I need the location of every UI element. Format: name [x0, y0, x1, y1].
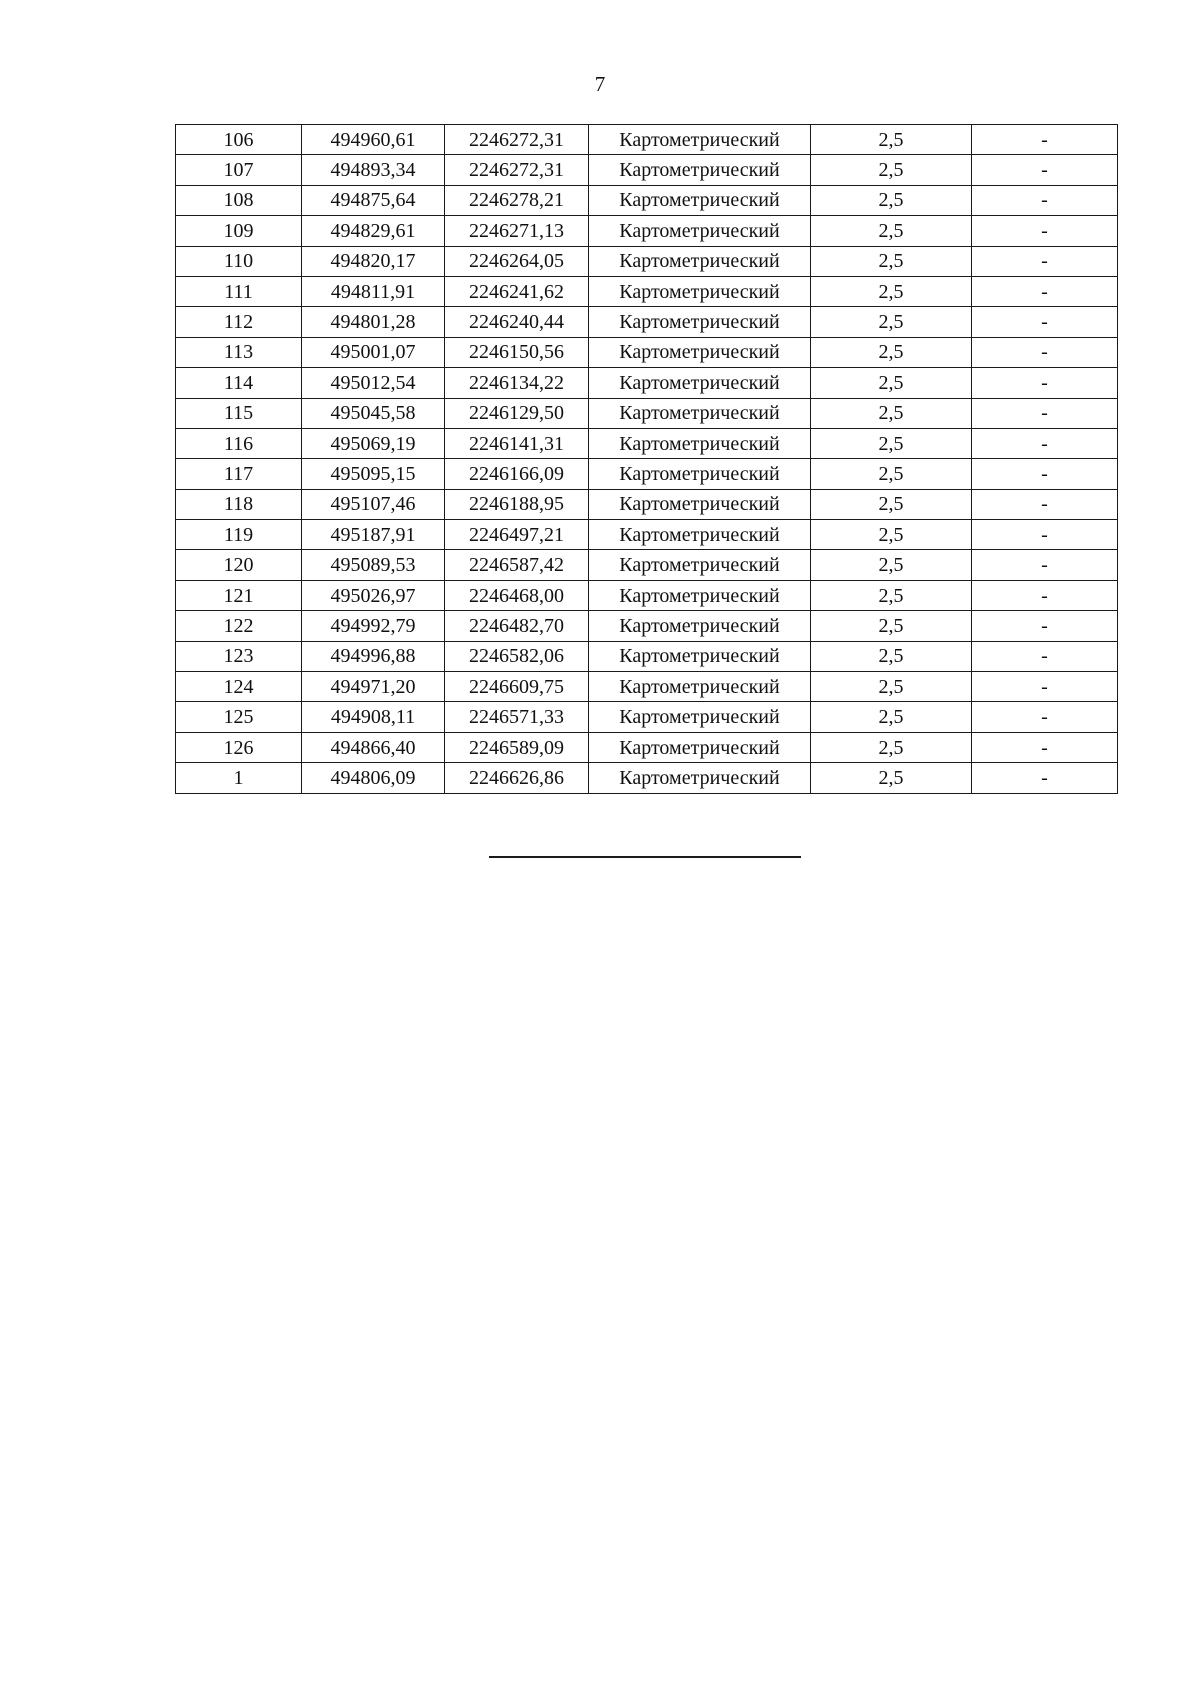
accuracy-cell: 2,5	[811, 611, 972, 641]
method-cell: Картометрический	[589, 307, 811, 337]
x-coordinate-cell: 494806,09	[302, 763, 445, 793]
point-number-cell: 107	[176, 155, 302, 185]
accuracy-cell: 2,5	[811, 307, 972, 337]
table-row	[176, 428, 1118, 458]
method-cell: Картометрический	[589, 702, 811, 732]
table-row	[176, 550, 1118, 580]
accuracy-cell: 2,5	[811, 641, 972, 671]
description-cell: -	[972, 580, 1118, 610]
x-coordinate-cell: 495095,15	[302, 459, 445, 489]
y-coordinate-cell: 2246271,13	[445, 216, 589, 246]
point-number-cell: 108	[176, 185, 302, 215]
accuracy-cell: 2,5	[811, 459, 972, 489]
point-number-cell: 109	[176, 216, 302, 246]
y-coordinate-cell: 2246272,31	[445, 125, 589, 155]
description-cell: -	[972, 428, 1118, 458]
table-row	[176, 459, 1118, 489]
point-number-cell: 115	[176, 398, 302, 428]
description-cell: -	[972, 520, 1118, 550]
accuracy-cell: 2,5	[811, 489, 972, 519]
coordinates-table	[175, 124, 1118, 794]
x-coordinate-cell: 494971,20	[302, 672, 445, 702]
accuracy-cell: 2,5	[811, 672, 972, 702]
end-of-document-line	[489, 856, 801, 858]
accuracy-cell: 2,5	[811, 185, 972, 215]
accuracy-cell: 2,5	[811, 368, 972, 398]
table-row	[176, 368, 1118, 398]
table-row	[176, 216, 1118, 246]
point-number-cell: 124	[176, 672, 302, 702]
x-coordinate-cell: 494820,17	[302, 246, 445, 276]
x-coordinate-cell: 494829,61	[302, 216, 445, 246]
method-cell: Картометрический	[589, 580, 811, 610]
x-coordinate-cell: 495045,58	[302, 398, 445, 428]
y-coordinate-cell: 2246497,21	[445, 520, 589, 550]
x-coordinate-cell: 494875,64	[302, 185, 445, 215]
y-coordinate-cell: 2246582,06	[445, 641, 589, 671]
method-cell: Картометрический	[589, 337, 811, 367]
accuracy-cell: 2,5	[811, 520, 972, 550]
method-cell: Картометрический	[589, 611, 811, 641]
description-cell: -	[972, 459, 1118, 489]
accuracy-cell: 2,5	[811, 580, 972, 610]
table-row	[176, 672, 1118, 702]
table-row	[176, 520, 1118, 550]
point-number-cell: 114	[176, 368, 302, 398]
table-row	[176, 185, 1118, 215]
y-coordinate-cell: 2246272,31	[445, 155, 589, 185]
point-number-cell: 112	[176, 307, 302, 337]
point-number-cell: 126	[176, 732, 302, 762]
point-number-cell: 117	[176, 459, 302, 489]
method-cell: Картометрический	[589, 155, 811, 185]
x-coordinate-cell: 495107,46	[302, 489, 445, 519]
table-row	[176, 580, 1118, 610]
description-cell: -	[972, 641, 1118, 671]
accuracy-cell: 2,5	[811, 155, 972, 185]
x-coordinate-cell: 495089,53	[302, 550, 445, 580]
accuracy-cell: 2,5	[811, 276, 972, 306]
point-number-cell: 113	[176, 337, 302, 367]
point-number-cell: 116	[176, 428, 302, 458]
description-cell: -	[972, 763, 1118, 793]
x-coordinate-cell: 495187,91	[302, 520, 445, 550]
point-number-cell: 106	[176, 125, 302, 155]
y-coordinate-cell: 2246150,56	[445, 337, 589, 367]
table-row	[176, 732, 1118, 762]
y-coordinate-cell: 2246468,00	[445, 580, 589, 610]
method-cell: Картометрический	[589, 641, 811, 671]
y-coordinate-cell: 2246278,21	[445, 185, 589, 215]
description-cell: -	[972, 216, 1118, 246]
method-cell: Картометрический	[589, 428, 811, 458]
x-coordinate-cell: 495069,19	[302, 428, 445, 458]
method-cell: Картометрический	[589, 550, 811, 580]
y-coordinate-cell: 2246626,86	[445, 763, 589, 793]
x-coordinate-cell: 495026,97	[302, 580, 445, 610]
method-cell: Картометрический	[589, 489, 811, 519]
x-coordinate-cell: 494992,79	[302, 611, 445, 641]
description-cell: -	[972, 732, 1118, 762]
point-number-cell: 119	[176, 520, 302, 550]
y-coordinate-cell: 2246264,05	[445, 246, 589, 276]
point-number-cell: 111	[176, 276, 302, 306]
y-coordinate-cell: 2246589,09	[445, 732, 589, 762]
accuracy-cell: 2,5	[811, 125, 972, 155]
method-cell: Картометрический	[589, 246, 811, 276]
method-cell: Картометрический	[589, 216, 811, 246]
x-coordinate-cell: 495012,54	[302, 368, 445, 398]
description-cell: -	[972, 276, 1118, 306]
table-row	[176, 641, 1118, 671]
y-coordinate-cell: 2246188,95	[445, 489, 589, 519]
x-coordinate-cell: 494801,28	[302, 307, 445, 337]
table-row	[176, 702, 1118, 732]
description-cell: -	[972, 155, 1118, 185]
point-number-cell: 122	[176, 611, 302, 641]
y-coordinate-cell: 2246587,42	[445, 550, 589, 580]
point-number-cell: 118	[176, 489, 302, 519]
accuracy-cell: 2,5	[811, 398, 972, 428]
y-coordinate-cell: 2246141,31	[445, 428, 589, 458]
coordinates-table-body	[176, 125, 1118, 794]
description-cell: -	[972, 307, 1118, 337]
point-number-cell: 110	[176, 246, 302, 276]
method-cell: Картометрический	[589, 732, 811, 762]
table-row	[176, 125, 1118, 155]
y-coordinate-cell: 2246241,62	[445, 276, 589, 306]
x-coordinate-cell: 494908,11	[302, 702, 445, 732]
method-cell: Картометрический	[589, 368, 811, 398]
x-coordinate-cell: 494893,34	[302, 155, 445, 185]
method-cell: Картометрический	[589, 520, 811, 550]
point-number-cell: 121	[176, 580, 302, 610]
y-coordinate-cell: 2246134,22	[445, 368, 589, 398]
y-coordinate-cell: 2246609,75	[445, 672, 589, 702]
accuracy-cell: 2,5	[811, 550, 972, 580]
point-number-cell: 123	[176, 641, 302, 671]
method-cell: Картометрический	[589, 276, 811, 306]
accuracy-cell: 2,5	[811, 428, 972, 458]
description-cell: -	[972, 368, 1118, 398]
method-cell: Картометрический	[589, 398, 811, 428]
y-coordinate-cell: 2246482,70	[445, 611, 589, 641]
x-coordinate-cell: 494866,40	[302, 732, 445, 762]
point-number-cell: 120	[176, 550, 302, 580]
description-cell: -	[972, 185, 1118, 215]
method-cell: Картометрический	[589, 459, 811, 489]
method-cell: Картометрический	[589, 672, 811, 702]
y-coordinate-cell: 2246166,09	[445, 459, 589, 489]
description-cell: -	[972, 125, 1118, 155]
y-coordinate-cell: 2246240,44	[445, 307, 589, 337]
x-coordinate-cell: 494996,88	[302, 641, 445, 671]
accuracy-cell: 2,5	[811, 246, 972, 276]
description-cell: -	[972, 672, 1118, 702]
x-coordinate-cell: 494811,91	[302, 276, 445, 306]
description-cell: -	[972, 550, 1118, 580]
table-row	[176, 763, 1118, 793]
table-row	[176, 276, 1118, 306]
description-cell: -	[972, 246, 1118, 276]
table-row	[176, 398, 1118, 428]
table-row	[176, 337, 1118, 367]
table-row	[176, 246, 1118, 276]
description-cell: -	[972, 702, 1118, 732]
method-cell: Картометрический	[589, 125, 811, 155]
accuracy-cell: 2,5	[811, 763, 972, 793]
table-row	[176, 611, 1118, 641]
accuracy-cell: 2,5	[811, 702, 972, 732]
page-number: 7	[594, 72, 606, 96]
description-cell: -	[972, 337, 1118, 367]
point-number-cell: 125	[176, 702, 302, 732]
y-coordinate-cell: 2246571,33	[445, 702, 589, 732]
x-coordinate-cell: 495001,07	[302, 337, 445, 367]
y-coordinate-cell: 2246129,50	[445, 398, 589, 428]
description-cell: -	[972, 398, 1118, 428]
description-cell: -	[972, 489, 1118, 519]
accuracy-cell: 2,5	[811, 216, 972, 246]
point-number-cell: 1	[176, 763, 302, 793]
x-coordinate-cell: 494960,61	[302, 125, 445, 155]
table-row	[176, 155, 1118, 185]
method-cell: Картометрический	[589, 185, 811, 215]
table-row	[176, 307, 1118, 337]
accuracy-cell: 2,5	[811, 337, 972, 367]
description-cell: -	[972, 611, 1118, 641]
accuracy-cell: 2,5	[811, 732, 972, 762]
method-cell: Картометрический	[589, 763, 811, 793]
table-row	[176, 489, 1118, 519]
